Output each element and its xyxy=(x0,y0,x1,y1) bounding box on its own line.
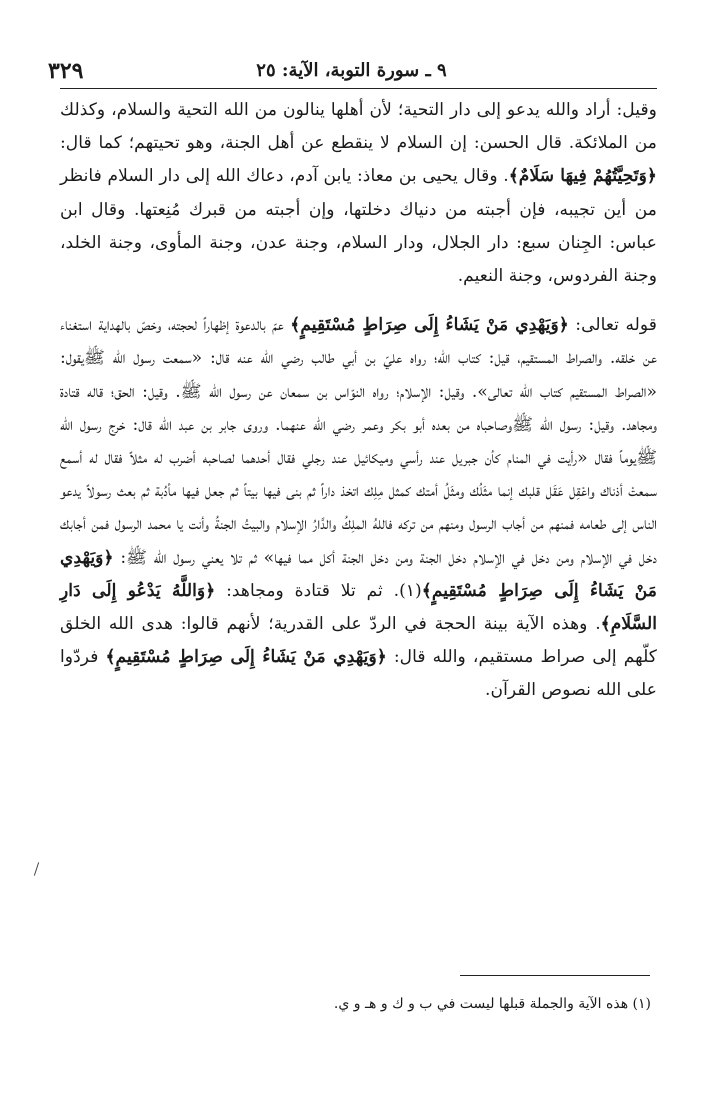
header-rule xyxy=(60,88,657,89)
paragraph xyxy=(60,94,657,293)
quran-verse: ﴿وَيَهْدِي مَنْ يَشَاءُ إِلَى صِرَاطٍ مُسْتَقِيمٍ﴾ xyxy=(290,315,569,336)
page-header xyxy=(48,58,655,92)
text-run: وقيل: أراد والله يدعو إلى دار التحية؛ لأن أهلها ينالون من الله التحية والسلام، وكذلك من الملائكة. قال الحسن: إن السلام لا ينقطع عن أهل الجنة، وهو تحيتهم؛ كما قال: xyxy=(60,100,657,154)
running-title: ٩ ـ سورة التوبة، الآية: ٢٥ xyxy=(256,60,447,81)
quran-verse: ﴿وَتَحِيَّتُهُمْ فِيهَا سَلَامٌ﴾ xyxy=(508,166,657,187)
footnote-separator xyxy=(460,975,650,976)
footnote: (١) هذه الآية والجملة قبلها ليست في ب و ك و هـ و ي. xyxy=(333,996,651,1012)
text-run: فردّوا على الله نصوص القرآن. xyxy=(60,647,657,701)
text-run: (١). ثم تلا قتادة ومجاهد: xyxy=(215,580,422,601)
page-number: ٣٢٩ xyxy=(48,58,84,84)
quran-verse: ﴿وَيَهْدِي مَنْ يَشَاءُ إِلَى صِرَاطٍ مُسْتَقِيمٍ﴾ xyxy=(60,547,657,601)
quran-verse: ﴿وَيَهْدِي مَنْ يَشَاءُ إِلَى صِرَاطٍ مُسْتَقِيمٍ﴾ xyxy=(105,647,387,668)
page-body xyxy=(60,94,657,708)
paragraph xyxy=(60,309,657,707)
text-run: . وهذه الآية بينة الحجة في الردّ على القدرية؛ لأنهم قالوا: هدى الله الخلق كلّهم إلى صراط مستقيم، والله قال: xyxy=(60,614,657,668)
stray-mark xyxy=(34,862,39,876)
quran-verse: ﴿وَاللَّهُ يَدْعُو إِلَى دَارِ السَّلَامِ﴾ xyxy=(60,580,657,635)
text-run: قوله تعالى: xyxy=(568,315,657,336)
text-run: عمّ بالدعوة إظهاراً لحجته، وخصّ بالهداية استغناء عن خلقه. والصراط المستقيم، قيل: كتاب الله؛ رواه عليّ بن أبي طالب رضي الله عنه قال: «سمعت رسول الله ﷺيقول: «الصراط المستقيم كتاب الله تعالى». وقيل: الإسلام؛ رواه النوّاس بن سمعان عن رسول الله ﷺ. وقيل: الحق؛ قاله قتادة ومجاهد. وقيل: رسول الله ﷺوصاحباه من بعده أبو بكر وعمر رضي الله عنهما. وروى جابر بن عبد الله قال: خرج رسول الله ﷺيوماً فقال «رأيت في المنام كأن جبريل عند رأسي وميكائيل عند رجلي فقال أحدهما لصاحبه أضرب له مثلاً فقال له أسمع سمعتْ أذناك واعْقِل عَقَل قلبك إنما مثَلُك ومثَلُ أمتك كمثل مِلِك اتخذ داراً ثم بنى فيها بيتاً ثم جعل فيها مأدُبة ثم بعث رسولاً يدعو الناس إلى طعامه فمنهم من أجاب الرسول ومنهم من تركه فاللهُ الملِكُ والدَّارُ الإسلام والبيتُ الجنةُ وأنت يا محمد الرسول فمن أجابك دخل في الإسلام ومن دخل في الإسلام دخل الجنة ومن دخل الجنة أكل مما فيها» ثم تلا يعني رسول الله ﷺ: xyxy=(60,315,657,568)
text-run: . وقال يحيى بن معاذ: يابن آدم، دعاك الله إلى دار السلام فانظر من أين تجيبه، فإن أجبته من دنياك دخلتها، وإن أجبته من قبرك مُنِعتها. وقال ابن عباس: الجِنان سبع: دار الجلال، ودار السلام، وجنة عدن، وجنة المأوى، وجنة الخلد، وجنة الفردوس، وجنة النعيم. xyxy=(60,166,657,287)
